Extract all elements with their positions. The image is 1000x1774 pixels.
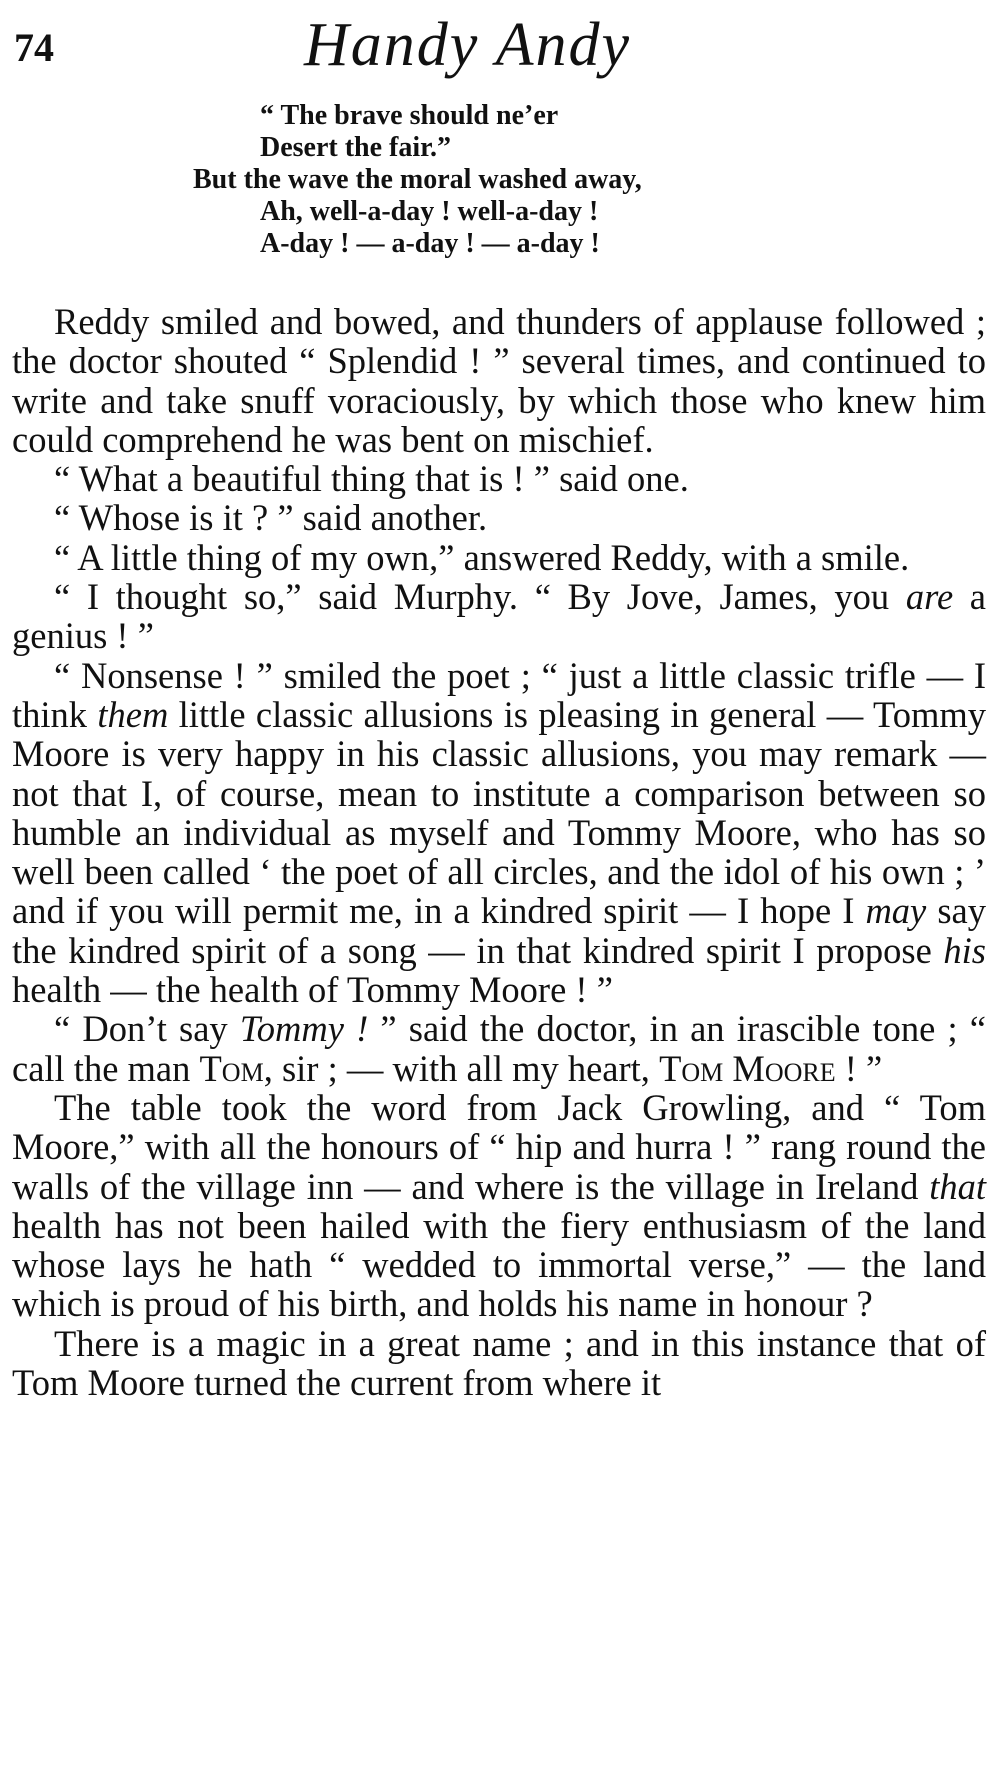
paragraph: There is a magic in a great name ; and in this instance that of Tom Moore turned the current from where it <box>12 1322 986 1404</box>
text-run: health — the health of Tommy Moore ! ” <box>12 969 613 1011</box>
text-run: “ Don’t say <box>54 1008 240 1050</box>
italic-text: his <box>943 929 986 971</box>
paragraph: Reddy smiled and bowed, and thunders of applause followed ; the doctor shouted “ Splendid ! ” several times, and continued to write and take snuff voraciously, by which those who knew him could comprehend he was bent on mischief. <box>12 301 986 460</box>
small-caps-text: Tom Moore <box>659 1047 836 1089</box>
paragraph: “ A little thing of my own,” answered Reddy, with a smile. <box>54 536 910 578</box>
page-number: 74 <box>14 25 54 70</box>
text-run: “ Nonsense ! ” smiled the poet ; “ just a little classic trifle — I think <box>12 654 986 735</box>
italic-text: them <box>97 693 169 735</box>
italic-text: that <box>929 1165 986 1207</box>
verse-line: “ The brave should ne’er <box>260 100 559 131</box>
text-run: say the kindred spirit of a song — in that kindred spirit I propose <box>12 890 986 971</box>
verse-line: Desert the fair.” <box>260 132 452 163</box>
text-run: The table took the word from Jack Growling, and “ Tom Moore,” with all the honours of “ hip and hurra ! ” rang round the walls of the village inn — and where is the village in Ireland <box>12 1086 986 1207</box>
paragraph <box>12 656 986 1010</box>
text-run: a genius ! ” <box>12 576 987 657</box>
page-header <box>14 10 974 80</box>
text-run: “ I thought so,” said Murphy. “ By Jove, James, you <box>54 576 906 618</box>
paragraph <box>12 1009 986 1088</box>
verse-line: But the wave the moral washed away, <box>193 164 642 195</box>
small-caps-text: Tom <box>199 1047 264 1089</box>
italic-text: may <box>865 890 927 932</box>
running-title: Handy Andy <box>304 11 632 79</box>
body-text <box>12 302 986 1402</box>
paragraph: “ Whose is it ? ” said another. <box>54 497 488 539</box>
text-run: , sir ; — with all my heart, <box>263 1047 660 1089</box>
verse-line: Ah, well-a-day ! well-a-day ! <box>260 196 599 227</box>
italic-text: are <box>905 576 954 618</box>
paragraph: “ What a beautiful thing that is ! ” said one. <box>54 458 689 500</box>
text-run: ! ” <box>835 1047 883 1089</box>
paragraph <box>12 577 986 656</box>
text-run: ” said the doctor, in an irascible tone ; “ call the man <box>12 1008 986 1089</box>
italic-text: Tommy ! <box>239 1008 369 1050</box>
text-run: health has not been hailed with the fiery enthusiasm of the land whose lays he hath “ wedded to immortal verse,” — the land which is proud of his birth, and holds his name in honour ? <box>12 1204 986 1325</box>
paragraph <box>12 1088 986 1324</box>
text-run: little classic allusions is pleasing in general — Tommy Moore is very happy in his classic allusions, you may remark — not that I, of course, mean to institute a comparison between so humble an individual as myself and Tommy Moore, who has so well been called ‘ the poet of all circles, and the idol of his own ; ’ and if you will permit me, in a kindred spirit — I hope I <box>12 693 986 932</box>
verse-line: A-day ! — a-day ! — a-day ! <box>260 228 600 259</box>
